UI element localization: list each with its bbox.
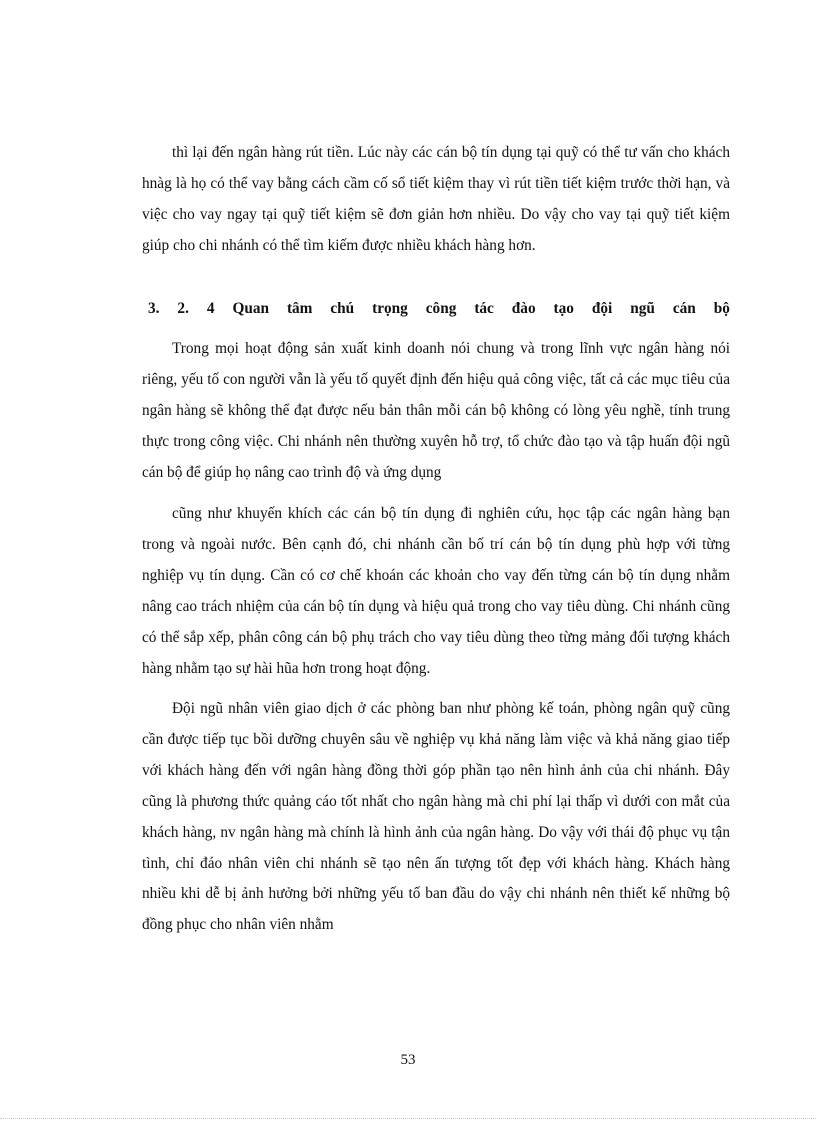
heading-word: 2. bbox=[177, 300, 189, 317]
heading-word: trọng bbox=[372, 300, 408, 317]
paragraph-continuation bbox=[142, 138, 730, 262]
paragraph-text: Trong mọi hoạt động sản xuất kinh doanh nói chung và trong lĩnh vực ngân hàng nói riêng, yếu tố con người vẫn là yếu tố quyết định đến hiệu quả công việc, tất cả các mục tiêu của ngân hàng sẽ không thể đạt được nếu bản thân mỗi cán bộ không có lòng yêu nghề, tính trung thực trong công việc. Chi nhánh nên thường xuyên hỗ trợ, tổ chức đào tạo và tập huấn đội ngũ cán bộ để giúp họ nâng cao trình độ và ứng dụng bbox=[142, 340, 730, 481]
page-number: 53 bbox=[400, 1052, 416, 1068]
heading-word: 3. bbox=[148, 300, 160, 317]
paragraph-human-factor bbox=[142, 334, 730, 489]
page-bottom-divider bbox=[0, 1118, 816, 1119]
paragraph-text: cũng như khuyến khích các cán bộ tín dụng đi nghiên cứu, học tập các ngân hàng bạn trong và ngoài nước. Bên cạnh đó, chi nhánh cần bố trí cán bộ tín dụng phù hợp với từng nghiệp vụ tín dụng. Cần có cơ chế khoán các khoản cho vay đến từng cán bộ tín dụng nhằm nâng cao trách nhiệm của cán bộ tín dụng và hiệu quả trong cho vay tiêu dùng. Chi nhánh cũng có thể sắp xếp, phân công cán bộ phụ trách cho vay tiêu dùng theo từng mảng đối tượng khách hàng nhằm tạo sự hài hũa hơn trong hoạt động. bbox=[142, 505, 730, 677]
paragraph-training bbox=[142, 499, 730, 684]
heading-word: chú bbox=[330, 300, 355, 317]
heading-word: cán bbox=[672, 300, 696, 317]
heading-word: tạo bbox=[553, 300, 574, 317]
paragraph-text: Đội ngũ nhân viên giao dịch ở các phòng ban như phòng kế toán, phòng ngân quỹ cũng cần được tiếp tục bồi dưỡng chuyên sâu về nghiệp vụ khả năng làm việc và khả năng giao tiếp với khách hàng đến với ngân hàng đồng thời góp phần tạo nên hình ảnh của chi nhánh. Đây cũng là phương thức quảng cáo tốt nhất cho ngân hàng mà chi phí lại thấp vì dưới con mắt của khách hàng, nv ngân hàng mà chính là hình ảnh của ngân hàng. Do vậy với thái độ phục vụ tận tình, chỉ đáo nhân viên chi nhánh sẽ tạo nên ấn tượng tốt đẹp với khách hàng. Khách hàng nhiều khi dễ bị ảnh hưởng bởi những yếu tố ban đầu do vậy chi nhánh nên thiết kế những bộ đồng phục cho nhân viên nhằm bbox=[142, 700, 730, 934]
heading-word: Quan bbox=[232, 300, 269, 317]
heading-word: công bbox=[425, 300, 457, 317]
heading-word: bộ bbox=[713, 300, 730, 317]
heading-word: ngũ bbox=[630, 300, 655, 317]
section-heading bbox=[148, 293, 730, 324]
heading-word: 4 bbox=[206, 300, 215, 317]
heading-word: tác bbox=[474, 300, 494, 317]
heading-word: tâm bbox=[286, 300, 313, 317]
paragraph-staff bbox=[142, 694, 730, 941]
paragraph-text: thì lại đến ngân hàng rút tiền. Lúc này các cán bộ tín dụng tại quỹ có thể tư vấn cho khách hnàg là họ có thể vay bằng cách cầm cố sổ tiết kiệm thay vì rút tiền tiết kiệm trước thời hạn, và việc cho vay ngay tại quỹ tiết kiệm sẽ đơn giản hơn nhiều. Do vậy cho vay tại quỹ tiết kiệm giúp cho chi nhánh có thể tìm kiếm được nhiều khách hàng hơn. bbox=[142, 144, 730, 254]
heading-word: đào bbox=[511, 300, 536, 317]
heading-word: đội bbox=[591, 300, 613, 317]
